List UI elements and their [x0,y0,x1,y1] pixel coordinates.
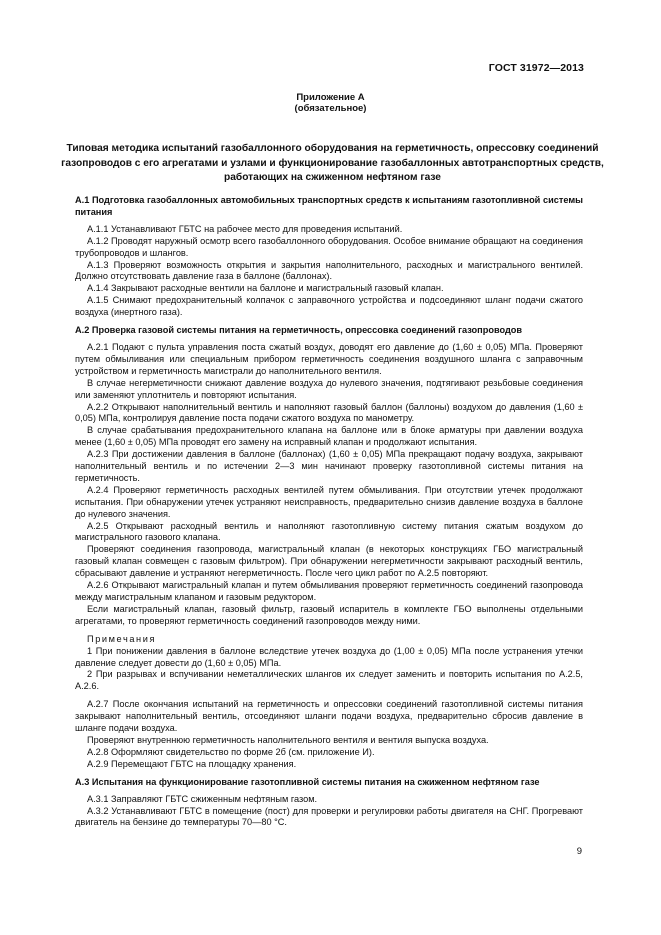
paragraph: В случае срабатывания предохранительного клапана на баллоне или в блоке арматуры при давлении воздуха менее (1,60 ± 0,05) МПа проводят его замену на исправный клапан и продолжают испытания. [75,425,583,448]
paragraph: А.2.7 После окончания испытаний на герметичность и опрессовки соединений газотопливной системы питания закрывают наполнительный вентиль, отсоединяют шланги подачи воздуха, предварительно сбросив давление в шланге подачи воздуха. [75,699,583,734]
page-number: 9 [576,846,582,857]
document-body [75,195,583,829]
paragraph: Проверяют соединения газопровода, магистральный клапан (в некоторых конструкциях ГБО магистральный газовый клапан совмещен с газовым фильтром). При обнаружении негерметичности закрывают расходный вентиль, сбрасывают давление и устраняют негерметичность. После чего цикл работ по А.2.5 повторяют. [75,544,583,579]
paragraph: А.2.9 Перемещают ГБТС на площадку хранения. [87,758,297,769]
notes-title: Примечания [87,633,157,644]
paragraph: А.2.2 Открывают наполнительный вентиль и наполняют газовый баллон (баллоны) воздухом до давления (1,60 ± 0,05) МПа, контролируя давление поста подачи сжатого воздуха по манометру. [75,401,583,424]
paragraph: А.3.2 Устанавливают ГБТС в помещение (пост) для проверки и регулировки работы двигателя на СНГ. Прогревают двигатель на бензине до температуры 70—80 °С. [75,805,583,828]
section-heading: А.2 Проверка газовой системы питания на герметичность, опрессовка соединений газопроводов [75,325,523,336]
paragraph: Если магистральный клапан, газовый фильтр, газовый испаритель в комплекте ГБО выполнены отдельными агрегатами, то проверяют герметичность соединений газопроводов между ними. [75,603,583,626]
paragraph: А.2.1 Подают с пульта управления поста сжатый воздух, доводят его давление до (1,60 ± 0,05) МПа. Проверяют путем обмыливания или специальным прибором герметичность соединения воздушного шланга с заправочным устройством и герметичность магистрали до наполнительного вентиля. [75,341,583,376]
note-item: 1 При понижении давления в баллоне вследствие утечек воздуха до (1,00 ± 0,05) МПа после устранения утечки давление следует довести до (1,60 ± 0,05) МПа. [75,645,583,668]
paragraph: Проверяют внутреннюю герметичность наполнительного вентиля и вентиля выпуска воздуха. [87,734,489,745]
document-title: Типовая методика испытаний газобаллонного оборудования на герметичность, опрессовку соединений газопроводов с его агрегатами и узлами и функционирование газобаллонных автотранспортных средств, работающих на сжиженном нефтяном газе [61,143,604,183]
paragraph: А.2.5 Открывают расходный вентиль и наполняют газотопливную систему питания сжатым воздухом до магистрального газового клапана. [75,520,583,543]
paragraph: А.1.4 Закрывают расходные вентили на баллоне и магистральный газовый клапан. [87,283,444,294]
annex-title: Приложение А [296,92,365,103]
note-item: 2 При разрывах и вспучивании неметаллических шлангов их следует заменить и повторить испытания по А.2.5, А.2.6. [75,669,583,692]
section-heading: А.3 Испытания на функционирование газотопливной системы питания на сжиженном нефтяном газе [75,776,540,787]
standard-code: ГОСТ 31972—2013 [488,62,584,74]
paragraph: В случае негерметичности снижают давление воздуха до нулевого значения, подтягивают резьбовые соединения или заменяют уплотнитель и повторяют испытания. [75,377,583,400]
section-heading: А.1 Подготовка газобаллонных автомобильных транспортных средств к испытаниям газотопливной системы питания [75,195,583,217]
paragraph: А.2.3 При достижении давления в баллоне (баллонах) (1,60 ± 0,05) МПа прекращают подачу воздуха, закрывают наполнительный вентиль и по истечении 2—3 мин начинают проверку газотопливной системы питания на герметичность. [75,449,583,483]
paragraph: А.2.6 Открывают магистральный клапан и путем обмыливания проверяют герметичность соединений газопровода между магистральным клапаном и газовым редуктором. [75,580,583,602]
paragraph: А.2.4 Проверяют герметичность расходных вентилей путем обмыливания. При отсутствии утечек продолжают испытания. При обнаружении утечек устраняют неисправность, предварительно снизив давление воздуха в баллоне до нулевого значения. [75,484,583,519]
annex-status: (обязательное) [294,103,367,114]
paragraph: А.3.1 Заправляют ГБТС сжиженным нефтяным газом. [87,793,318,804]
paragraph: А.1.5 Снимают предохранительный колпачок с заправочного устройства и подсоединяют шланг подачи сжатого воздуха (инертного газа). [75,295,583,318]
paragraph: А.1.3 Проверяют возможность открытия и закрытия наполнительного, расходных и магистрального вентилей. Должно отсутствовать давление газа в баллоне (баллонах). [75,259,583,282]
paragraph: А.1.2 Проводят наружный осмотр всего газобаллонного оборудования. Особое внимание обращают на соединения трубопроводов и шлангов. [75,235,583,258]
paragraph: А.1.1 Устанавливают ГБТС на рабочее место для проведения испытаний. [87,223,403,234]
annex-heading [0,92,661,114]
paragraph: А.2.8 Оформляют свидетельство по форме 2б (см. приложение И). [87,746,375,757]
